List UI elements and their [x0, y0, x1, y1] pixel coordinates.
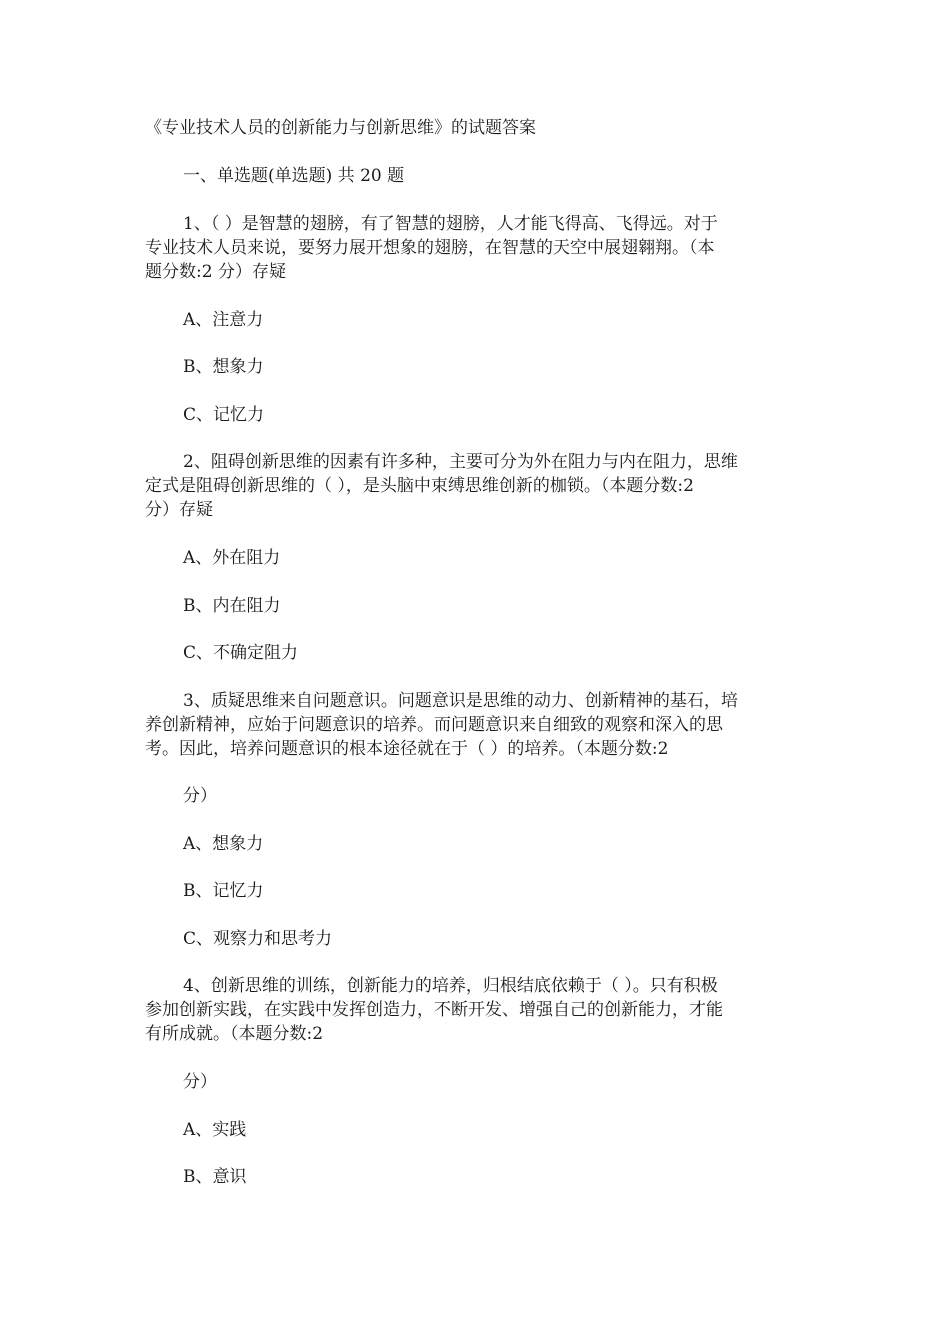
question-3-option-a: A、想象力: [183, 834, 264, 854]
question-1-line-2: 专业技术人员来说，要努力展开想象的翅膀，在智慧的天空中展翅翱翔。（本: [145, 238, 715, 258]
question-4-option-a: A、实践: [183, 1120, 247, 1140]
question-4-line-3: 有所成就。（本题分数:2: [145, 1024, 324, 1044]
question-4-continuation: 分）: [183, 1072, 217, 1092]
section-heading: 一、单选题(单选题) 共 20 题: [183, 166, 405, 186]
question-2-line-2: 定式是阻碍创新思维的（ ），是头脑中束缚思维创新的枷锁。（本题分数:2: [145, 476, 694, 496]
question-2-line-1: 2、阻碍创新思维的因素有许多种，主要可分为外在阻力与内在阻力，思维: [183, 452, 738, 472]
question-4-line-1: 4、创新思维的训练，创新能力的培养，归根结底依赖于（ ）。只有积极: [183, 976, 718, 996]
question-2-line-3: 分）存疑: [145, 500, 213, 520]
question-2-option-c: C、不确定阻力: [183, 643, 299, 663]
question-3-line-2: 养创新精神，应始于问题意识的培养。而问题意识来自细致的观察和深入的思: [145, 715, 723, 735]
question-3-line-1: 3、质疑思维来自问题意识。问题意识是思维的动力、创新精神的基石，培: [183, 691, 738, 711]
question-1-option-c: C、记忆力: [183, 405, 265, 425]
question-4-option-b: B、意识: [183, 1167, 247, 1187]
question-1-option-b: B、想象力: [183, 357, 264, 377]
question-3-line-3: 考。因此，培养问题意识的根本途径就在于（ ）的培养。（本题分数:2: [145, 739, 669, 759]
question-2-option-a: A、外在阻力: [183, 548, 281, 568]
question-1-option-a: A、注意力: [183, 310, 264, 330]
question-1-line-3: 题分数:2 分）存疑: [145, 262, 286, 282]
question-3-option-c: C、观察力和思考力: [183, 929, 333, 949]
question-4-line-2: 参加创新实践，在实践中发挥创造力，不断开发、增强自己的创新能力，才能: [145, 1000, 723, 1020]
document-title: 《专业技术人员的创新能力与创新思维》的试题答案: [145, 118, 536, 138]
question-1-line-1: 1、（ ）是智慧的翅膀，有了智慧的翅膀，人才能飞得高、飞得远。对于: [183, 214, 718, 234]
question-3-option-b: B、记忆力: [183, 881, 264, 901]
question-2-option-b: B、内在阻力: [183, 596, 281, 616]
question-3-continuation: 分）: [183, 786, 217, 806]
